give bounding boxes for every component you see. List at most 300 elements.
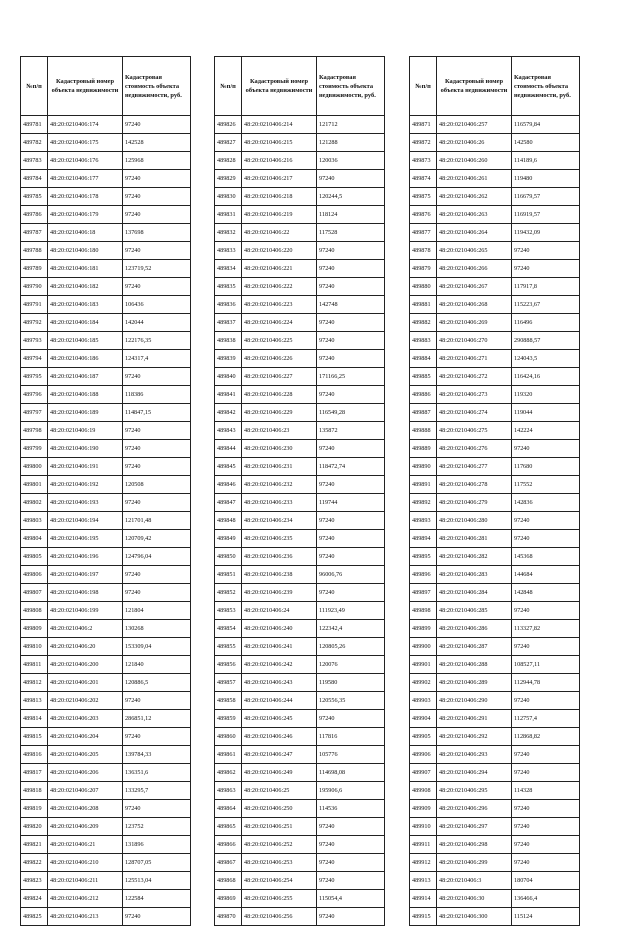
table-row: [215, 242, 385, 260]
cadastral-cost: 119044: [512, 404, 580, 422]
cadastral-number: 48:20:0210406:212: [48, 890, 123, 908]
row-number: 489815: [21, 728, 48, 746]
cadastral-cost: 142580: [512, 134, 580, 152]
table-row: [410, 674, 580, 692]
row-number: 489785: [21, 188, 48, 206]
table-row: [215, 368, 385, 386]
row-number: 489820: [21, 818, 48, 836]
row-number: 489915: [410, 908, 437, 926]
cadastral-table-1: [20, 56, 191, 926]
cadastral-number: 48:20:0210406:288: [437, 656, 512, 674]
cadastral-cost: 97240: [123, 440, 191, 458]
row-number: 489861: [215, 746, 242, 764]
table-row: [215, 206, 385, 224]
row-number: 489810: [21, 638, 48, 656]
cadastral-cost: 115054,4: [317, 890, 385, 908]
cadastral-number: 48:20:0210406:271: [437, 350, 512, 368]
cadastral-cost: 120508: [123, 476, 191, 494]
cadastral-number: 48:20:0210406:180: [48, 242, 123, 260]
row-number: 489830: [215, 188, 242, 206]
cadastral-cost: 97240: [512, 818, 580, 836]
cadastral-number: 48:20:0210406:261: [437, 170, 512, 188]
table-row: [21, 548, 191, 566]
cadastral-number: 48:20:0210406:201: [48, 674, 123, 692]
table-row: [21, 422, 191, 440]
row-number: 489888: [410, 422, 437, 440]
row-number: 489799: [21, 440, 48, 458]
cadastral-cost: 130268: [123, 620, 191, 638]
cadastral-number: 48:20:0210406:235: [242, 530, 317, 548]
row-number: 489907: [410, 764, 437, 782]
row-number: 489781: [21, 116, 48, 134]
cadastral-number: 48:20:0210406:294: [437, 764, 512, 782]
cadastral-number: 48:20:0210406:229: [242, 404, 317, 422]
table-row: [410, 530, 580, 548]
table-row: [215, 800, 385, 818]
cadastral-cost: 180704: [512, 872, 580, 890]
cadastral-cost: 97240: [512, 638, 580, 656]
row-number: 489833: [215, 242, 242, 260]
cadastral-cost: 142836: [512, 494, 580, 512]
cadastral-cost: 97240: [512, 800, 580, 818]
table-row: [215, 260, 385, 278]
row-number: 489797: [21, 404, 48, 422]
table-row: [215, 836, 385, 854]
cadastral-cost: 97240: [317, 710, 385, 728]
cadastral-number: 48:20:0210406:231: [242, 458, 317, 476]
cadastral-number: 48:20:0210406:22: [242, 224, 317, 242]
cadastral-cost: 120709,42: [123, 530, 191, 548]
table-row: [410, 296, 580, 314]
cadastral-number: 48:20:0210406:221: [242, 260, 317, 278]
row-number: 489890: [410, 458, 437, 476]
cadastral-cost: 136466,4: [512, 890, 580, 908]
row-number: 489806: [21, 566, 48, 584]
table-row: [410, 620, 580, 638]
cadastral-cost: 97240: [317, 386, 385, 404]
cadastral-number: 48:20:0210406:260: [437, 152, 512, 170]
table-row: [215, 278, 385, 296]
table-row: [410, 548, 580, 566]
cadastral-number: 48:20:0210406:199: [48, 602, 123, 620]
cadastral-cost: 123719,52: [123, 260, 191, 278]
table-row: [410, 818, 580, 836]
table-row: [215, 638, 385, 656]
table-row: [215, 152, 385, 170]
cadastral-number: 48:20:0210406:274: [437, 404, 512, 422]
cadastral-cost: 116496: [512, 314, 580, 332]
cadastral-cost: 97240: [123, 566, 191, 584]
row-number: 489841: [215, 386, 242, 404]
cadastral-cost: 97240: [123, 170, 191, 188]
cadastral-number: 48:20:0210406:295: [437, 782, 512, 800]
cadastral-cost: 114847,15: [123, 404, 191, 422]
row-number: 489896: [410, 566, 437, 584]
row-number: 489879: [410, 260, 437, 278]
cadastral-cost: 120556,35: [317, 692, 385, 710]
row-number: 489825: [21, 908, 48, 926]
row-number: 489831: [215, 206, 242, 224]
cadastral-number: 48:20:0210406:299: [437, 854, 512, 872]
cadastral-number: 48:20:0210406:255: [242, 890, 317, 908]
cadastral-cost: 97240: [317, 242, 385, 260]
row-number: 489877: [410, 224, 437, 242]
table-row: [410, 458, 580, 476]
row-number: 489782: [21, 134, 48, 152]
table-row: [215, 476, 385, 494]
row-number: 489883: [410, 332, 437, 350]
cadastral-cost: 97240: [317, 350, 385, 368]
cadastral-number: 48:20:0210406:25: [242, 782, 317, 800]
row-number: 489908: [410, 782, 437, 800]
table-row: [410, 152, 580, 170]
cadastral-number: 48:20:0210406:263: [437, 206, 512, 224]
row-number: 489866: [215, 836, 242, 854]
table-row: [21, 224, 191, 242]
cadastral-cost: 136351,6: [123, 764, 191, 782]
row-number: 489842: [215, 404, 242, 422]
cadastral-number: 48:20:0210406:214: [242, 116, 317, 134]
cadastral-cost: 97240: [317, 872, 385, 890]
row-number: 489881: [410, 296, 437, 314]
cadastral-number: 48:20:0210406:289: [437, 674, 512, 692]
cadastral-cost: 97240: [317, 836, 385, 854]
cadastral-cost: 97240: [512, 764, 580, 782]
row-number: 489870: [215, 908, 242, 926]
table-row: [410, 278, 580, 296]
cadastral-number: 48:20:0210406:242: [242, 656, 317, 674]
table-row: [21, 332, 191, 350]
cadastral-cost: 120036: [317, 152, 385, 170]
row-number: 489814: [21, 710, 48, 728]
header-num: №п/п: [21, 57, 48, 116]
cadastral-number: 48:20:0210406:210: [48, 854, 123, 872]
cadastral-cost: 97240: [317, 260, 385, 278]
table-row: [215, 422, 385, 440]
cadastral-cost: 115223,67: [512, 296, 580, 314]
table-row: [410, 692, 580, 710]
table-row: [410, 494, 580, 512]
cadastral-cost: 97240: [123, 242, 191, 260]
table-row: [21, 800, 191, 818]
cadastral-number: 48:20:0210406:204: [48, 728, 123, 746]
cadastral-cost: 121840: [123, 656, 191, 674]
cadastral-number: 48:20:0210406:283: [437, 566, 512, 584]
table-row: [410, 242, 580, 260]
cadastral-table-3: [409, 56, 580, 926]
cadastral-number: 48:20:0210406:233: [242, 494, 317, 512]
row-number: 489789: [21, 260, 48, 278]
cadastral-number: 48:20:0210406:298: [437, 836, 512, 854]
row-number: 489791: [21, 296, 48, 314]
header-cadastral-number: Кадастровый номер объекта недвижимости: [242, 57, 317, 116]
cadastral-number: 48:20:0210406:26: [437, 134, 512, 152]
cadastral-cost: 108527,11: [512, 656, 580, 674]
table-row: [215, 314, 385, 332]
table-row: [215, 512, 385, 530]
cadastral-cost: 97240: [123, 728, 191, 746]
cadastral-number: 48:20:0210406:183: [48, 296, 123, 314]
cadastral-cost: 97240: [123, 458, 191, 476]
cadastral-cost: 97240: [317, 512, 385, 530]
table-row: [410, 512, 580, 530]
table-row: [215, 656, 385, 674]
table-row: [21, 260, 191, 278]
row-number: 489892: [410, 494, 437, 512]
row-number: 489798: [21, 422, 48, 440]
cadastral-number: 48:20:0210406:213: [48, 908, 123, 926]
cadastral-number: 48:20:0210406:178: [48, 188, 123, 206]
cadastral-cost: 142748: [317, 296, 385, 314]
table-row: [21, 638, 191, 656]
cadastral-number: 48:20:0210406:18: [48, 224, 123, 242]
table-row: [215, 548, 385, 566]
table-row: [21, 512, 191, 530]
cadastral-cost: 119480: [512, 170, 580, 188]
row-number: 489906: [410, 746, 437, 764]
cadastral-cost: 97240: [123, 692, 191, 710]
row-number: 489903: [410, 692, 437, 710]
row-number: 489909: [410, 800, 437, 818]
table-row: [21, 566, 191, 584]
cadastral-cost: 97240: [512, 440, 580, 458]
table-row: [215, 746, 385, 764]
cadastral-number: 48:20:0210406:225: [242, 332, 317, 350]
row-number: 489807: [21, 584, 48, 602]
row-number: 489838: [215, 332, 242, 350]
cadastral-cost: 123752: [123, 818, 191, 836]
cadastral-number: 48:20:0210406:191: [48, 458, 123, 476]
table-row: [215, 710, 385, 728]
cadastral-number: 48:20:0210406:267: [437, 278, 512, 296]
cadastral-cost: 114328: [512, 782, 580, 800]
table-row: [21, 278, 191, 296]
table-row: [21, 692, 191, 710]
cadastral-cost: 116579,84: [512, 116, 580, 134]
table-row: [410, 476, 580, 494]
cadastral-number: 48:20:0210406:296: [437, 800, 512, 818]
cadastral-number: 48:20:0210406:3: [437, 872, 512, 890]
row-number: 489854: [215, 620, 242, 638]
table-row: [410, 440, 580, 458]
row-number: 489803: [21, 512, 48, 530]
row-number: 489868: [215, 872, 242, 890]
cadastral-number: 48:20:0210406:234: [242, 512, 317, 530]
cadastral-cost: 97240: [317, 476, 385, 494]
cadastral-number: 48:20:0210406:187: [48, 368, 123, 386]
cadastral-cost: 105776: [317, 746, 385, 764]
cadastral-number: 48:20:0210406:265: [437, 242, 512, 260]
cadastral-number: 48:20:0210406:188: [48, 386, 123, 404]
table-row: [21, 746, 191, 764]
row-number: 489819: [21, 800, 48, 818]
header-row: [215, 57, 385, 116]
row-number: 489817: [21, 764, 48, 782]
cadastral-cost: 97240: [317, 908, 385, 926]
row-number: 489855: [215, 638, 242, 656]
table-row: [215, 908, 385, 926]
cadastral-number: 48:20:0210406:246: [242, 728, 317, 746]
table-row: [215, 188, 385, 206]
table-row: [21, 854, 191, 872]
table-row: [215, 116, 385, 134]
cadastral-cost: 97240: [512, 260, 580, 278]
row-number: 489910: [410, 818, 437, 836]
cadastral-cost: 97240: [512, 746, 580, 764]
table-row: [21, 458, 191, 476]
row-number: 489864: [215, 800, 242, 818]
table-row: [410, 350, 580, 368]
table-row: [21, 242, 191, 260]
cadastral-cost: 290888,57: [512, 332, 580, 350]
cadastral-cost: 119580: [317, 674, 385, 692]
cadastral-number: 48:20:0210406:195: [48, 530, 123, 548]
table-row: [410, 872, 580, 890]
cadastral-number: 48:20:0210406:223: [242, 296, 317, 314]
row-number: 489809: [21, 620, 48, 638]
row-number: 489837: [215, 314, 242, 332]
table-row: [215, 584, 385, 602]
row-number: 489857: [215, 674, 242, 692]
cadastral-cost: 195906,6: [317, 782, 385, 800]
cadastral-number: 48:20:0210406:177: [48, 170, 123, 188]
cadastral-cost: 128707,05: [123, 854, 191, 872]
table-row: [410, 566, 580, 584]
cadastral-cost: 116679,57: [512, 188, 580, 206]
cadastral-cost: 97240: [512, 512, 580, 530]
cadastral-cost: 97240: [512, 836, 580, 854]
cadastral-cost: 124796,04: [123, 548, 191, 566]
row-number: 489862: [215, 764, 242, 782]
row-number: 489787: [21, 224, 48, 242]
cadastral-number: 48:20:0210406:184: [48, 314, 123, 332]
table-row: [215, 728, 385, 746]
cadastral-number: 48:20:0210406:20: [48, 638, 123, 656]
table-row: [21, 872, 191, 890]
table-row: [410, 404, 580, 422]
row-number: 489850: [215, 548, 242, 566]
header-cadastral-number: Кадастровый номер объекта недвижимости: [437, 57, 512, 116]
table-row: [410, 188, 580, 206]
cadastral-cost: 97240: [317, 278, 385, 296]
row-number: 489912: [410, 854, 437, 872]
cadastral-number: 48:20:0210406:21: [48, 836, 123, 854]
cadastral-number: 48:20:0210406:287: [437, 638, 512, 656]
cadastral-number: 48:20:0210406:282: [437, 548, 512, 566]
row-number: 489828: [215, 152, 242, 170]
row-number: 489873: [410, 152, 437, 170]
cadastral-cost: 135872: [317, 422, 385, 440]
row-number: 489827: [215, 134, 242, 152]
cadastral-cost: 97240: [123, 116, 191, 134]
cadastral-number: 48:20:0210406:262: [437, 188, 512, 206]
row-number: 489790: [21, 278, 48, 296]
cadastral-number: 48:20:0210406:300: [437, 908, 512, 926]
cadastral-number: 48:20:0210406:174: [48, 116, 123, 134]
table-row: [410, 800, 580, 818]
table-row: [410, 314, 580, 332]
cadastral-number: 48:20:0210406:185: [48, 332, 123, 350]
cadastral-cost: 97240: [317, 440, 385, 458]
cadastral-cost: 121288: [317, 134, 385, 152]
row-number: 489794: [21, 350, 48, 368]
cadastral-number: 48:20:0210406:211: [48, 872, 123, 890]
table-row: [21, 350, 191, 368]
row-number: 489859: [215, 710, 242, 728]
row-number: 489816: [21, 746, 48, 764]
row-number: 489805: [21, 548, 48, 566]
table-row: [21, 908, 191, 926]
cadastral-number: 48:20:0210406:276: [437, 440, 512, 458]
cadastral-cost: 97240: [123, 494, 191, 512]
cadastral-number: 48:20:0210406:281: [437, 530, 512, 548]
cadastral-cost: 97240: [317, 332, 385, 350]
cadastral-cost: 142528: [123, 134, 191, 152]
table-row: [215, 404, 385, 422]
row-number: 489872: [410, 134, 437, 152]
cadastral-cost: 116549,28: [317, 404, 385, 422]
cadastral-number: 48:20:0210406:192: [48, 476, 123, 494]
header-num: №п/п: [410, 57, 437, 116]
cadastral-number: 48:20:0210406:273: [437, 386, 512, 404]
row-number: 489900: [410, 638, 437, 656]
cadastral-number: 48:20:0210406:241: [242, 638, 317, 656]
row-number: 489863: [215, 782, 242, 800]
header-num: №п/п: [215, 57, 242, 116]
cadastral-number: 48:20:0210406:227: [242, 368, 317, 386]
table-row: [410, 764, 580, 782]
row-number: 489902: [410, 674, 437, 692]
table-row: [21, 116, 191, 134]
header-cadastral-number: Кадастровый номер объекта недвижимости: [48, 57, 123, 116]
cadastral-number: 48:20:0210406:176: [48, 152, 123, 170]
cadastral-cost: 119744: [317, 494, 385, 512]
row-number: 489840: [215, 368, 242, 386]
table-row: [21, 818, 191, 836]
table-row: [21, 368, 191, 386]
cadastral-number: 48:20:0210406:230: [242, 440, 317, 458]
table-row: [215, 872, 385, 890]
row-number: 489852: [215, 584, 242, 602]
header-row: [410, 57, 580, 116]
cadastral-number: 48:20:0210406:264: [437, 224, 512, 242]
row-number: 489829: [215, 170, 242, 188]
cadastral-number: 48:20:0210406:23: [242, 422, 317, 440]
row-number: 489893: [410, 512, 437, 530]
cadastral-number: 48:20:0210406:284: [437, 584, 512, 602]
table-row: [410, 584, 580, 602]
cadastral-number: 48:20:0210406:202: [48, 692, 123, 710]
cadastral-number: 48:20:0210406:226: [242, 350, 317, 368]
row-number: 489821: [21, 836, 48, 854]
cadastral-number: 48:20:0210406:181: [48, 260, 123, 278]
table-row: [21, 836, 191, 854]
cadastral-cost: 97240: [317, 314, 385, 332]
cadastral-number: 48:20:0210406:277: [437, 458, 512, 476]
cadastral-number: 48:20:0210406:218: [242, 188, 317, 206]
row-number: 489839: [215, 350, 242, 368]
cadastral-cost: 112868,82: [512, 728, 580, 746]
row-number: 489835: [215, 278, 242, 296]
cadastral-number: 48:20:0210406:292: [437, 728, 512, 746]
table-row: [21, 782, 191, 800]
cadastral-number: 48:20:0210406:272: [437, 368, 512, 386]
table-row: [215, 692, 385, 710]
cadastral-number: 48:20:0210406:190: [48, 440, 123, 458]
cadastral-number: 48:20:0210406:280: [437, 512, 512, 530]
table-row: [21, 602, 191, 620]
table-row: [410, 710, 580, 728]
